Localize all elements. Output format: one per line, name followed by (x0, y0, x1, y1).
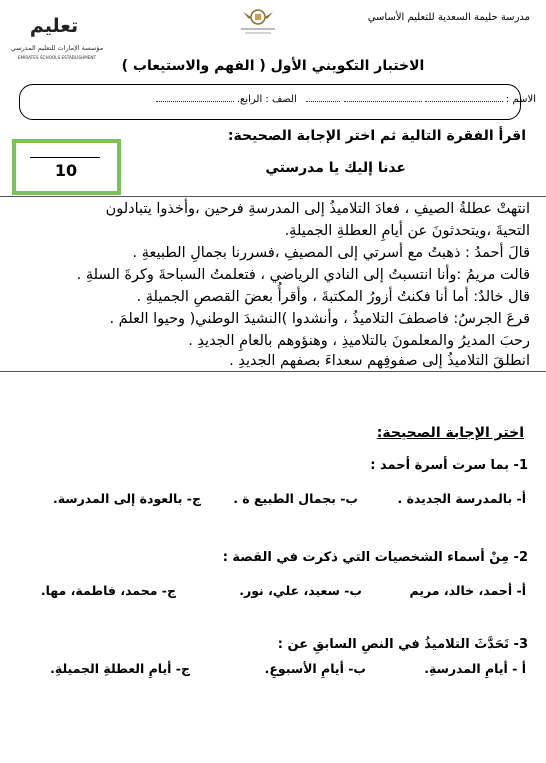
q3-option-a[interactable]: أ - أيامِ المدرسةِ. (424, 661, 526, 676)
q1-option-b[interactable]: ب- بجمال الطبيع ة . (233, 491, 358, 506)
passage-line: قرعَ الجرسُ: فاصطفَ التلاميذُ ، وأنشدوا )النشيدَ الوطني( وحيوا العلمَ . (109, 311, 530, 327)
class-field[interactable] (156, 92, 234, 102)
q2-option-a[interactable]: أ- أحمد، خالد، مريم (409, 583, 526, 598)
school-name: مدرسة حليمة السعدية للتعليم الأساسي (367, 12, 530, 23)
passage-line: التحيةَ ،ويتحدثونَ عن أيامِ العطلةِ الجميلةِ. (284, 223, 530, 239)
score-line (30, 157, 100, 158)
uae-emblem-icon (229, 6, 287, 38)
name-field-end[interactable] (306, 92, 340, 102)
uae-emblem (229, 6, 287, 38)
passage-line: رحبَ المديرُ والمعلمونَ بالتلاميذِ ، وهنؤوهم بالعامِ الجديدِ . (188, 333, 530, 349)
name-label: الاسم : (505, 94, 536, 105)
q2-option-b[interactable]: ب- سعيد، علي، نور. (239, 583, 362, 598)
taleem-logo (10, 6, 105, 66)
instruction: اقرأ الفقرة التالية ثم اختر الإجابة الصحيحة: (227, 128, 526, 144)
passage-line: قالت مريمُ :وأنا انتسبتُ إلى النادي الرياضي ، فتعلمتُ السباحةَ وكرةَ السلةِ . (76, 267, 530, 283)
logo-word: تعليم (29, 15, 79, 37)
passage-line: انطلقَ التلاميذُ إلى صفوفِهم سعداءَ بصفهم الجديدِ . (229, 353, 530, 369)
q1-option-c[interactable]: ج- بالعودة إلى المدرسة. (52, 491, 201, 506)
passage-line: انتهتْ عطلةُ الصيفِ ، فعادَ التلاميذُ إلى المدرسةِ فرحين ،وأخذوا يتبادلون (105, 201, 530, 217)
q3-option-b[interactable]: ب- أيامِ الأسبوعِ. (264, 661, 366, 676)
story-title: عدنا إليك يا مدرستي (265, 160, 406, 176)
questions-heading: اختر الإجابة الصحيحة: (376, 425, 524, 441)
question-1: 1- بما سرت أسرة أحمد : (370, 458, 528, 473)
name-field-cont[interactable] (344, 92, 422, 102)
question-3: 3- تَحَدَّثَ التلاميذُ في النصِ السابقِ عن : (277, 637, 528, 652)
class-label: الصف : الرابع. (236, 94, 297, 105)
reading-passage (0, 196, 546, 372)
passage-line: قال خالدٌ: أما أنا فكنتُ أزورُ المكتبةَ ، وأقرأُ بعضَ القصصِ الجميلةِ . (136, 289, 530, 305)
passage-line: قالَ أحمدُ : ذهبتُ مع أسرتي إلى المصيفِ ،فسررنا بجمالِ الطبيعةِ . (132, 245, 530, 261)
name-field[interactable] (425, 92, 503, 102)
score-value: 10 (54, 161, 78, 180)
q3-option-c[interactable]: ج- أيامِ العطلةِ الجميلةِ. (50, 661, 190, 676)
logo-sub-ar: مؤسسة الإمارات للتعليم المدرسي (10, 44, 104, 52)
page-title: الاختبار التكويني الأول ( الفهم والاستيعاب ) (121, 58, 425, 74)
logo-sub-en: EMIRATES SCHOOLS ESTABLISHMENT (17, 55, 97, 60)
score-box (12, 139, 121, 195)
q2-option-c[interactable]: ج- محمد، فاطمة، مها. (40, 583, 176, 598)
taleem-logo-icon (10, 6, 105, 66)
student-info-line (156, 92, 536, 105)
question-2: 2- مِنْ أسماء الشخصيات التي ذكرت في القصة : (222, 550, 528, 565)
q1-option-a[interactable]: أ- بالمدرسة الجديدة . (397, 491, 526, 506)
